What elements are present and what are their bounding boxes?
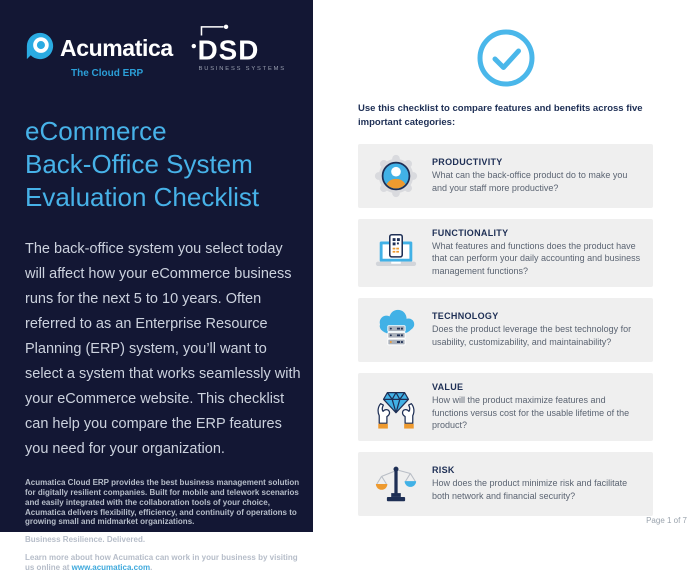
category-title: RISK <box>432 465 455 476</box>
left-panel <box>0 0 313 572</box>
page-title-line-1: eCommerce <box>25 116 167 146</box>
acumatica-website-link[interactable]: www.acumatica.com <box>71 562 151 572</box>
person-gear-icon <box>373 153 419 199</box>
balance-scale-icon <box>373 461 419 507</box>
dsd-dot-left <box>191 44 195 48</box>
acumatica-tagline: The Cloud ERP <box>71 68 144 79</box>
category-description: Does the product leverage the best technology for usability, customizability, and maintainability? <box>432 324 632 347</box>
category-description: How does the product minimize risk and facilitate both network and financial security? <box>432 478 628 502</box>
acumatica-logo <box>25 20 173 79</box>
learn-more-prefix: Learn more about how Acumatica can work in your business by visiting us online at <box>25 552 298 572</box>
acumatica-drop-icon <box>25 31 55 66</box>
category-title: PRODUCTIVITY <box>432 156 503 167</box>
category-description: What can the back-office product do to make you and your staff more productive? <box>432 169 628 193</box>
category-description: What features and functions does the product have that can perform your daily accounting and business management functions? <box>432 240 641 277</box>
page-number: Page 1 of 7 <box>646 516 687 525</box>
checklist-intro: Use this checklist to compare features and benefits across five important categories: <box>358 103 643 129</box>
category-card-value <box>358 373 653 441</box>
page-title-line-2: Back-Office System <box>25 149 253 180</box>
page-title-line-3: Evaluation Checklist <box>25 182 260 213</box>
checkmark-circle-icon <box>358 28 653 88</box>
resilience-tagline: Business Resilience. Delivered. <box>25 535 146 545</box>
dsd-wordmark: DSD <box>197 34 260 66</box>
page-title <box>25 115 305 214</box>
about-acumatica-paragraph: Acumatica Cloud ERP provides the best business management solution for digitally resilient companies. Built for mobile and telework scenarios and easily integrated with the collaboration tools of your choice, Acumatica delivers flexibility, efficiency, and continuity of operations to growing small and midmarket organizations. <box>25 478 300 527</box>
acumatica-wordmark: Acumatica <box>60 35 173 61</box>
category-card-technology <box>358 298 653 362</box>
laptop-phone-icon <box>373 230 419 276</box>
dsd-subtitle: BUSINESS SYSTEMS <box>198 66 286 73</box>
category-title: VALUE <box>432 381 464 392</box>
fineprint-block <box>25 478 305 572</box>
logo-row <box>25 20 305 79</box>
category-card-productivity <box>358 144 653 208</box>
dsd-dot-top <box>224 25 228 29</box>
category-description: How will the product maximize features and functions versus cost for the usable lifetime of the product? <box>432 394 630 431</box>
right-panel <box>313 0 695 532</box>
category-title: FUNCTIONALITY <box>432 227 509 238</box>
dsd-logo <box>189 20 285 79</box>
learn-more-suffix: . <box>150 562 153 572</box>
category-card-risk <box>358 452 653 516</box>
hands-diamond-icon <box>373 384 419 430</box>
learn-more-paragraph <box>25 553 301 572</box>
category-title: TECHNOLOGY <box>432 311 499 322</box>
category-card-functionality <box>358 219 653 287</box>
cloud-server-icon <box>373 307 419 353</box>
intro-paragraph: The back-office system you select today will affect how your eCommerce business runs for the next 5 to 10 years. Often referred to as an Enterprise Resource Planning (ERP) system, you’ll want to select a system that works seamlessly with your eCommerce website. This checklist can help you compare the ERP features you need for your organization. <box>25 241 301 457</box>
category-cards <box>358 144 653 517</box>
